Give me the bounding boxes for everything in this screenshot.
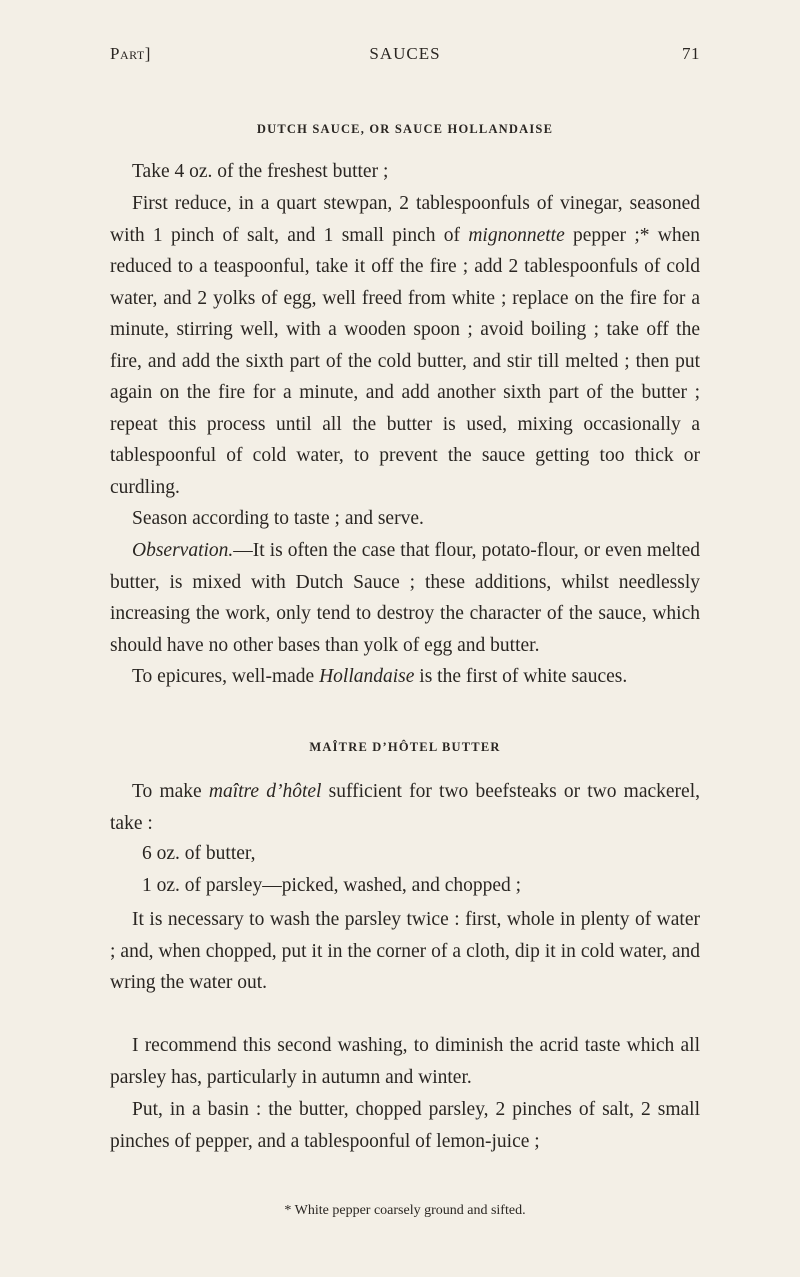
- observation-label: Observation.: [132, 540, 234, 561]
- method-emphasis: mignonnette: [468, 224, 565, 246]
- maitre-intro-emphasis: maître d’hôtel: [208, 781, 322, 802]
- paragraph-maitre-intro: [110, 776, 700, 839]
- paragraph-basin: Put, in a basin : the butter, chopped parsley, 2 pinches of salt, 2 small pinches of pepper, and a tablespoonful of lemon-juice ;: [110, 1099, 700, 1152]
- ingredient-item-butter: 6 oz. of butter,: [142, 843, 256, 864]
- maitre-intro-text-2: sufficient for two beefsteaks or two mackerel, take :: [110, 781, 700, 834]
- epicures-emphasis: Hollandaise: [319, 666, 415, 687]
- epicures-text-2: is the first of white sauces.: [414, 666, 628, 687]
- paragraph-epicures: [110, 661, 700, 693]
- maitre-intro-text-1: To make: [132, 781, 209, 802]
- epicures-text-1: To epicures, well-made: [132, 666, 320, 687]
- paragraph-season: Season according to taste ; and serve.: [132, 508, 424, 529]
- footnote: * White pepper coarsely ground and sifted.: [284, 1203, 526, 1218]
- paragraph-method: [110, 188, 700, 503]
- observation-text: —It is often the case that flour, potato-flour, or even melted butter, is mixed with Dutch Sauce ; these additions, whilst needlessly increasing the work, only tend to destroy the character of the sauce, which should have no other bases than yolk of egg and butter.: [110, 540, 700, 656]
- section-heading-maitre-dhotel: MAÎTRE D’HÔTEL BUTTER: [309, 740, 501, 754]
- method-text-2: pepper ;* when reduced to a teaspoonful, take it off the fire ; add 2 tablespoonfuls of cold water, and 2 yolks of egg, well freed from white ; replace on the fire for a minute, stirring well, with a wooden spoon ; avoid boiling ; take off the fire, and add the sixth part of the cold butter, and stir till melted ; then put again on the fire for a minute, and add another sixth part of the butter ; repeat this process until all the butter is used, mixing occasionally a tablespoonful of cold water, to prevent the sauce getting too thick or curdling.: [110, 224, 700, 498]
- paragraph-observation: [110, 535, 700, 661]
- ingredient-item-parsley: 1 oz. of parsley—picked, washed, and chopped ;: [142, 875, 522, 896]
- page-number: 71: [682, 44, 700, 63]
- running-head: [110, 44, 700, 68]
- paragraph-recommend: I recommend this second washing, to diminish the acrid taste which all parsley has, particularly in autumn and winter.: [110, 1035, 700, 1088]
- running-head-title: SAUCES: [369, 44, 441, 63]
- paragraph-ingredients: Take 4 oz. of the freshest butter ;: [132, 161, 389, 182]
- method-text-1: First reduce, in a quart stewpan, 2 tablespoonfuls of vinegar, seasoned with 1 pinch of salt, and 1 small pinch of: [110, 193, 700, 246]
- section-heading-dutch-sauce: DUTCH SAUCE, OR SAUCE HOLLANDAISE: [256, 122, 554, 136]
- paragraph-washing: It is necessary to wash the parsley twice : first, whole in plenty of water ; and, when chopped, put it in the corner of a cloth, dip it in cold water, and wring the water out.: [110, 909, 700, 993]
- running-head-part: Part]: [110, 44, 151, 63]
